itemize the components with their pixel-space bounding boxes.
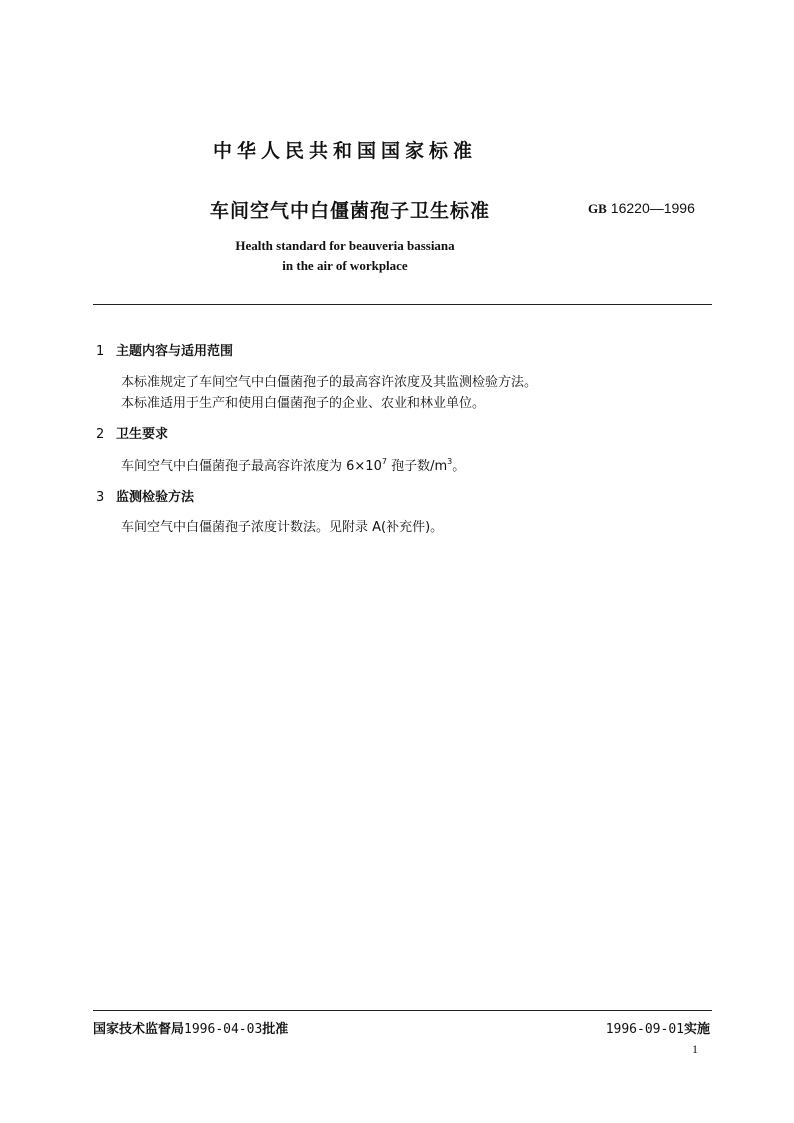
section-1-paragraph-2: 本标准适用于生产和使用白僵菌孢子的企业、农业和林业单位。 [121, 396, 486, 411]
approval-authority: 国家技术监督局 [93, 1022, 185, 1037]
exponent-3: 3 [447, 457, 453, 466]
section-2-paragraph [121, 455, 465, 474]
implementation-date: 1996-09-01 [605, 1022, 684, 1037]
section-2-heading [96, 423, 168, 442]
issuing-organization: 中华人民共和国国家标准 [212, 140, 477, 162]
standard-code: 16220—1996 [610, 200, 695, 216]
section-1-heading [96, 340, 233, 359]
standard-title-english [0, 236, 690, 276]
limit-text-post: 。 [452, 459, 466, 474]
section-number: 1 [96, 344, 105, 359]
section-1-paragraph-1: 本标准规定了车间空气中白僵菌孢子的最高容许浓度及其监测检验方法。 [121, 375, 538, 390]
approval-date: 1996-04-03 [184, 1022, 263, 1037]
section-number: 2 [96, 427, 105, 442]
section-title: 监测检验方法 [116, 490, 195, 505]
section-title: 主题内容与适用范围 [116, 344, 234, 359]
title-english-line-1: Health standard for beauveria bassiana [235, 238, 455, 253]
approval-action: 批准 [262, 1022, 289, 1037]
limit-text-mid: 孢子数/m [386, 459, 448, 474]
standard-prefix: GB [588, 201, 607, 216]
section-title: 卫生要求 [116, 427, 169, 442]
limit-text-pre: 车间空气中白僵菌孢子最高容许浓度为 6×10 [121, 459, 382, 474]
implementation-info [606, 1018, 710, 1037]
footer-divider [93, 1010, 712, 1011]
title-english-line-2: in the air of workplace [282, 258, 408, 273]
page-number: 1 [692, 1042, 698, 1056]
standard-title-chinese: 车间空气中白僵菌孢子卫生标准 [209, 200, 490, 222]
exponent-7: 7 [381, 457, 387, 466]
header-divider [93, 304, 712, 305]
section-3-paragraph: 车间空气中白僵菌孢子浓度计数法。见附录 A(补充件)。 [121, 520, 444, 535]
implementation-action: 实施 [683, 1022, 710, 1037]
approval-info [93, 1018, 288, 1037]
section-3-heading [96, 486, 194, 505]
standard-number [588, 200, 695, 217]
section-number: 3 [96, 490, 105, 505]
